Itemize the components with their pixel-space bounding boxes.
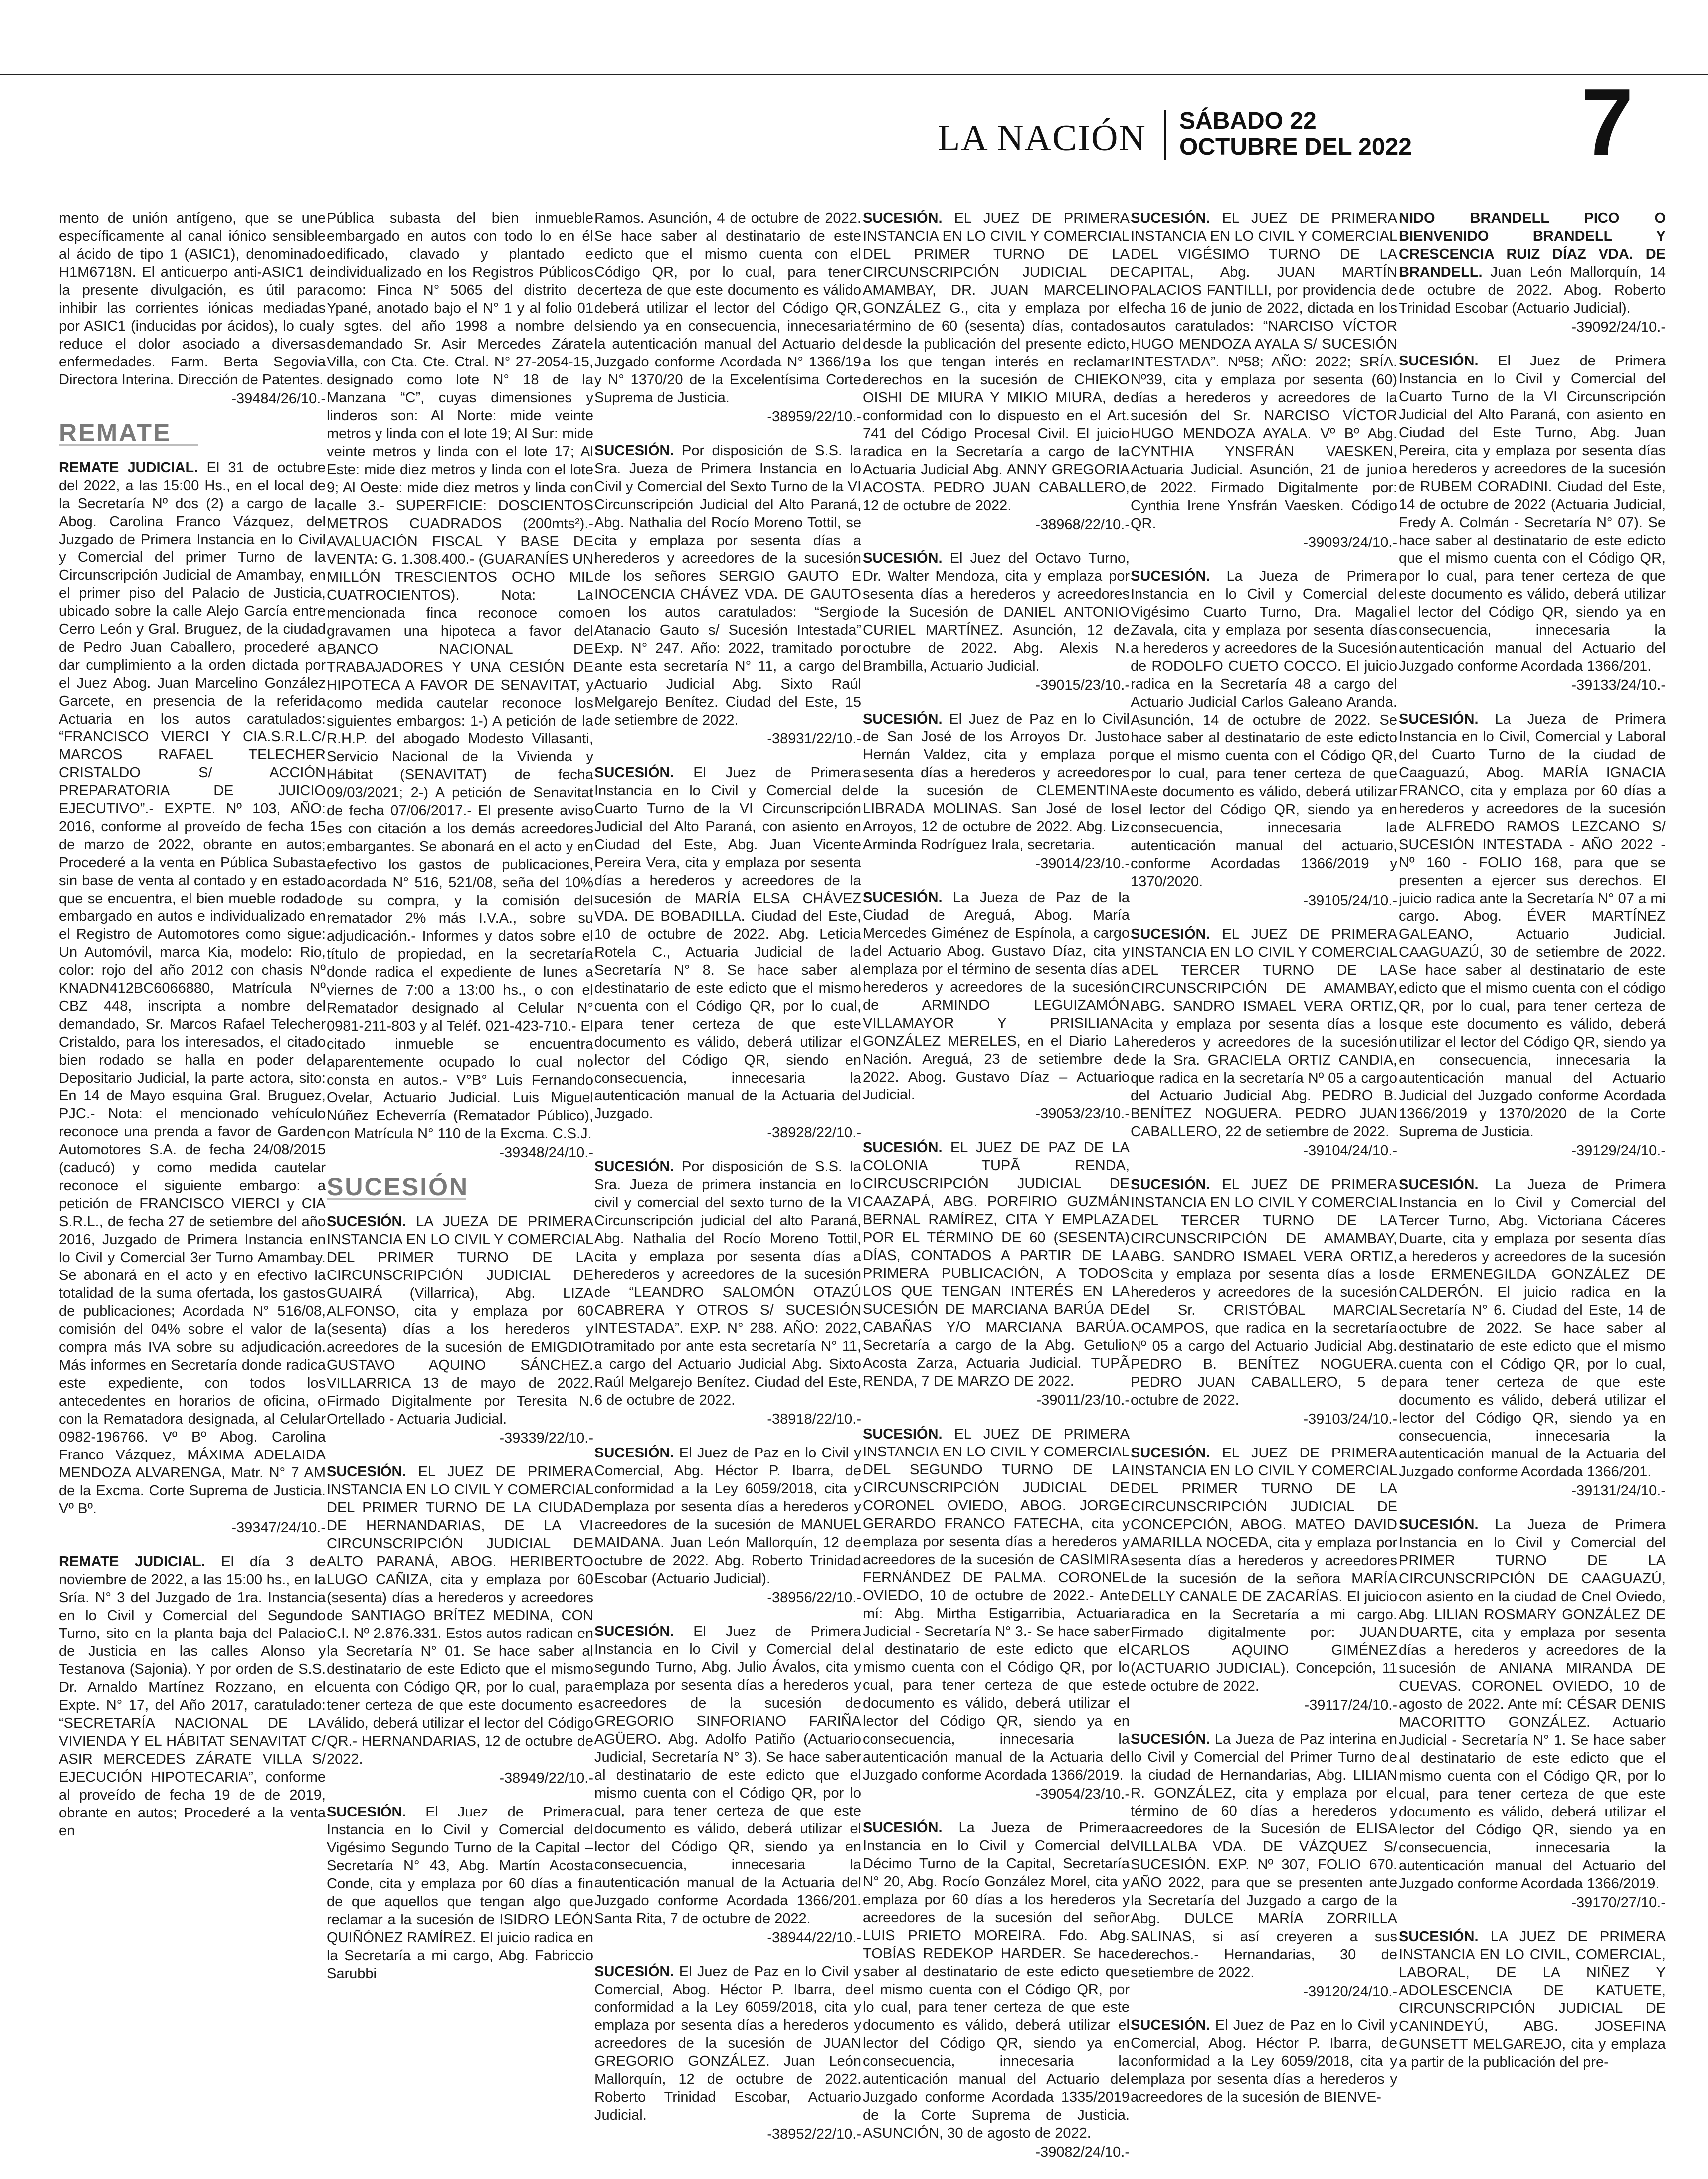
notice-reference: -39170/27/10.- [1571, 1895, 1666, 1911]
notice [594, 1963, 861, 2143]
notice-reference: -39011/23/10.- [1036, 1392, 1130, 1408]
notice-body: El Juez de Primera Instancia en lo Civil y Comercial del Cuarto Turno de la VI Circunscripción Judicial del Alto Paraná, con asiento en Ciudad del Este Turno, Abg. Juan Pereira, cita y emplaza por sesenta días a herederos y acreedores de la sucesión de RUBEM CORADINI. Ciudad del Este, 14 de octubre de 2022 (Actuaria Judicial, Fredy A. Colmán - Secretaría N° 07). Se hace saber al destinatario de este edicto que el mismo cuenta con el Código QR, por lo cual, para tener certeza de que este documento es válido, deberá utilizar el lector del Código QR, siendo ya en consecuencia, innecesaria la autenticación manual del Actuario del Juzgado conforme Acordada 1366/201. [1399, 353, 1666, 674]
notice [327, 1803, 593, 1983]
notice-reference: -39105/24/10.- [1303, 893, 1397, 908]
notice-lead: SUCESIÓN. [1131, 1731, 1210, 1747]
notice [863, 889, 1130, 1123]
notice [863, 1819, 1130, 2161]
notice-reference: -39053/23/10.- [1035, 1106, 1130, 1122]
notice-body: EL JUEZ DE PRIMERA INSTANCIA EN LO CIVIL Y COMERCIAL DEL SEGUNDO TURNO DE LA CIRCUNSCRIPCIÓN JUDICIAL DE CORONEL OVIEDO, ABOG. JORGE GERARDO FRANCO FATECHA, cita y emplaza por sesenta días a herederos y acreedores de la sucesión de CASIMIRA FERNÁNDEZ DE PALMA. CORONEL OVIEDO, 10 de octubre de 2022.- Ante mí: Abg. Mirtha Estigarribia, Actuaria Judicial - Secretaría N° 3.- Se hace saber al destinatario de este edicto que el mismo cuenta con el Código QR, por lo cual, para tener certeza de que este documento es válido, deberá utilizar el lector del Código QR, siendo ya en consecuencia, innecesaria la autenticación manual de la Actuaria del Juzgado conforme Acordada 1366/2019. [863, 1426, 1130, 1783]
notice-reference: -39484/26/10.- [231, 391, 326, 407]
notice-lead: SUCESIÓN. [863, 210, 943, 226]
notice [1399, 1176, 1666, 1500]
notice-lead: SUCESIÓN. [1131, 2017, 1210, 2033]
notice-lead: SUCESIÓN. [863, 711, 943, 727]
section-heading: REMATE [59, 424, 198, 446]
notice-body: La Jueza de Primera Instancia en lo Civil y Comercial del Vigésimo Cuarto Turno, Dra. Magali Zavala, cita y emplaza por sesenta días a herederos y acreedores de la Sucesión de RODOLFO CUETO COCCO. El juicio radica en la Secretaría 48 a cargo del Actuario Judicial Carlos Galeano Aranda. Asunción, 14 de octubre de 2022. Se hace saber al destinatario de este edicto que el mismo cuenta con el Código QR, por lo cual, para tener certeza de que este documento es válido, deberá utilizar el lector del Código QR, siendo ya en consecuencia, innecesaria la autenticación manual del actuario, conforme Acordadas 1366/2019 y 1370/2020. [1131, 568, 1397, 890]
column-6 [1399, 209, 1666, 2164]
notice-lead: SUCESIÓN. [1399, 1929, 1479, 1945]
notice-body: EL JUEZ DE PRIMERA INSTANCIA EN LO CIVIL Y COMERCIAL DEL TERCER TURNO DE LA CIRCUNSCRIPCIÓN DE AMAMBAY, ABG. SANDRO ISMAEL VERA ORTIZ, cita y emplaza por sesenta días a los herederos y acreedores de la sucesión de la Sra. GRACIELA ORTIZ CANDIA, que radica en la secretaría Nº 05 a cargo del Actuario Judicial Abg. PEDRO B. BENÍTEZ NOGUERA. PEDRO JUAN CABALLERO, 22 de setiembre de 2022. [1131, 926, 1397, 1140]
notice [59, 209, 326, 408]
notice-body: El Juez de Primera Instancia en lo Civil y Comercial del segundo Turno, Abg. Julio Ávalos, cita y emplaza por sesenta días a herederos y acreedores de la sucesión de GREGORIO SINFORIANO FARIÑA AGÜERO. Abg. Adolfo Patiño (Actuario Judicial, Secretaría N° 3). Se hace saber al destinatario de este edicto que el mismo cuenta con el Código QR, por lo cual, para tener certeza de que este documento es válido, deberá utilizar el lector del Código QR, siendo ya en consecuencia, innecesaria la autenticación manual de la Actuaria del Juzgado conforme Acordada 1366/201. Santa Rita, 7 de octubre de 2022. [594, 1624, 861, 1927]
notice [1131, 1444, 1397, 1714]
notice-body: El Juez de Primera Instancia en lo Civil y Comercial del Cuarto Turno de la VI Circunscripción Judicial del Alto Paraná, con asiento en Ciudad del Este, Abg. Juan Vicente Pereira Vera, cita y emplaza por sesenta días a herederos y acreedores de la sucesión de MARÍA ELSA CHÁVEZ VDA. DE BOBADILLA. Ciudad del Este, 10 de octubre de 2022. Abg. Leticia Rotela C., Actuaria Judicial de la Secretaría N° 8. Se hace saber al destinatario de este edicto que el mismo cuenta con el Código QR, por lo cual, para tener certeza de que este documento es válido, deberá utilizar el lector del Código QR, siendo en consecuencia, innecesaria la autenticación manual de la Actuaria del Juzgado. [594, 765, 861, 1122]
notice [594, 442, 861, 748]
notice-reference: -39082/24/10.- [1035, 2144, 1130, 2160]
notice-body: El día 3 de noviembre de 2022, a las 15:00 hs., en la Sría. N° 3 del Juzgado de 1ra. Instancia en lo Civil y Comercial del Segundo Turno, sito en la planta baja del Palacio de Justicia en las calles Alonso y Testanova (Sajonia). Y por orden de S.S. Dr. Arnaldo Martínez Rozzano, en el Expte. N° 17, del Año 2017, caratulado: “SECRETARÍA NACIONAL DE LA VIVIENDA Y EL HÁBITAT SENAVITAT C/ ASIR MERCEDES ZÁRATE VILLA S/ EJECUCIÓN HIPOTECARIA”, conforme al proveído de fecha 19 de de 2019, obrante en autos; Procederé a la venta en [59, 1554, 326, 1839]
notice-lead: SUCESIÓN. [594, 1624, 674, 1639]
notice-body: LA JUEZA DE PRIMERA INSTANCIA EN LO CIVIL Y COMERCIAL DEL PRIMER TURNO DE LA CIRCUNSCRIPCIÓN JUDICIAL DE GUAIRÁ (Villarrica), Abg. LIZA ALFONSO, cita y emplaza por 60 (sesenta) días a los herederos y acreedores de la sucesión de EMIGDIO GUSTAVO AQUINO SÁNCHEZ. VILLARRICA 13 de mayo de 2022. Firmado Digitalmente por Teresita N. Ortellado - Actuaria Judicial. [327, 1214, 593, 1427]
notice [1131, 2016, 1397, 2106]
issue-date-month: OCTUBRE DEL 2022 [1179, 134, 1412, 160]
notice-reference: -39015/23/10.- [1035, 677, 1130, 693]
masthead-divider [1164, 110, 1166, 160]
notice-reference: -39339/22/10.- [499, 1430, 593, 1446]
notice-lead: SUCESIÓN. [863, 890, 943, 906]
notice-reference: -38928/22/10.- [767, 1125, 861, 1141]
notice-lead: SUCESIÓN. [1131, 1445, 1210, 1461]
notice-body: El Juez de Paz en lo Civil y Comercial, Abog. Héctor P. Ibarra, de conformidad a la Ley 6059/2018, cita y emplaza por sesenta días a herederos y acreedores de la sucesión de JUAN GREGORIO GONZÁLEZ. Juan León Mallorquín, 12 de octubre de 2022. Roberto Trinidad Escobar, Actuario Judicial. [594, 1964, 861, 2123]
notice-reference: -39092/24/10.- [1571, 319, 1666, 335]
notice-lead: SUCESIÓN. [863, 550, 943, 566]
page-number: 7 [1581, 69, 1634, 175]
notice-reference: -38959/22/10.- [767, 409, 861, 425]
column-4 [863, 209, 1130, 2164]
notice-body: mento de unión antígeno, que se une específicamente al canal iónico sensible al ácido de tipo 1 (ASIC1), denominado H1M6718N. El anticuerpo anti-ASIC1 de la presente divulgación, es útil para inhibir las corrientes iónicas mediadas por ASIC1 (inducidas por ácidos), lo cual reduce el dolor asociado a diversas enfermedades. Farm. Berta Segovia Directora Interina. Dirección de Patentes. [59, 210, 326, 388]
notice-reference: -38944/22/10.- [767, 1930, 861, 1946]
notice-lead: SUCESIÓN. [327, 1464, 406, 1480]
notice-body: La Jueza de Paz de la Ciudad de Areguá, Abog. María Mercedes Giménez de Espínola, a cargo del Actuario Abog. Gustavo Díaz, cita y emplaza por el término de sesenta días a herederos y acreedores de la sucesión de ARMINDO LEGUIZAMÓN VILLAMAYOR Y PRISILIANA GONZÁLEZ MERELES, en el Diario La Nación. Areguá, 23 de setiembre de 2022. Abog. Gustavo Díaz – Actuario Judicial. [863, 890, 1130, 1103]
notice [1131, 1176, 1397, 1428]
notice-lead: REMATE JUDICIAL. [59, 1554, 205, 1570]
notice-body: Pública subasta del bien inmueble embargado en autos con todo lo en él edificado, clavado y plantado e individualizado en los Registros Públicos como: Finca N° 5065 del distrito de Ypané, anotado bajo el N° 1 y al folio 01 y sgtes. del año 1998 a nombre del demandado Sr. Asir Mercedes Zárate Villa, con Cta. Cte. Ctral. N° 27-2054-15, designado como lote N° 18 de la Manzana “C”, cuyas dimensiones y linderos son: Al Norte: mide veinte metros y linda con el lote 19; Al Sur: mide veinte metros y linda con el lote 17; Al Este: mide diez metros y linda con el lote 9; Al Oeste: mide diez metros y linda con calle 3.- SUPERFICIE: DOSCIENTOS METROS CUADRADOS (200mts²).- AVALUACIÓN FISCAL Y BASE DE VENTA: G. 1.308.400.- (GUARANÍES UN MILLÓN TRESCIENTOS OCHO MIL CUATROCIENTOS). Nota: La mencionada finca reconoce como gravamen una hipoteca a favor del BANCO NACIONAL DE TRABAJADORES Y UNA CESIÓN DE HIPOTECA A FAVOR DE SENAVITAT, y como medida cautelar reconoce los siguientes embargos: 1-) A petición de la R.H.P. del abogado Modesto Villasanti, Servicio Nacional de la Vivienda y Hábitat (SENAVITAT) de fecha 09/03/2021; 2-) A petición de Senavitat de fecha 07/06/2017.- El presente aviso es con citación a los demás acreedores embargantes. Se abonará en el acto y en efectivo los gastos de publicaciones, acordada N° 516, 521/08, seña del 10% de su compra, y la comisión del rematador 2% más I.V.A., sobre su adjudicación.- Informes y datos sobre el título de propiedad, en la secretaría donde radica el expediente de lunes a viernes de 7:00 a 13:00 hs., o con el Rematador designado al Celular N° 0981-211-803 y al Teléf. 021-423-710.- El citado inmueble se encuentra aparentemente ocupado lo cual no consta en autos.- V°B° Luis Fernando Ovelar, Actuario Judicial. Luis Miguel Núñez Echeverría (Rematador Público), con Matrícula N° 110 de la Excma. C.S.J. [327, 210, 593, 1142]
notice-body: EL JUEZ DE PRIMERA INSTANCIA EN LO CIVIL Y COMERCIAL DEL PRIMER TURNO DE LA CIRCUNSCRIPCIÓN JUDICIAL DE CONCEPCIÓN, ABOG. MATEO DAVID AMARILLA NOCEDA, cita y emplaza por sesenta días a herederos y acreedores de la sucesión de la señora MARÍA DELLY CANALE DE ZACARÍAS. El juicio radica en la Secretaría a mi cargo. Firmado digitalmente por: JUAN CARLOS AQUINO GIMÉNEZ (ACTUARIO JUDICIAL). Concepción, 11 de octubre de 2022. [1131, 1445, 1397, 1694]
notice-lead: SUCESIÓN. [863, 1140, 943, 1156]
notice [863, 1139, 1130, 1409]
notice-body: EL JUEZ DE PRIMERA INSTANCIA EN LO CIVIL Y COMERCIAL DEL VIGÉSIMO TURNO DE LA CAPITAL, Abg. JUAN MARTÍN PALACIOS FANTILLI, por providencia de fecha 16 de junio de 2022, dictada en los autos caratulados: “NARCISO VÍCTOR HUGO MENDOZA AYALA S/ SUCESIÓN INTESTADA”. Nº58; AÑO: 2022; SRÍA. Nº39, cita y emplaza por sesenta (60) días a herederos y acreedores de la sucesión del Sr. NARCISO VÍCTOR HUGO MENDOZA AYALA. Vº Bº Abg. CYNTHIA YNSFRÁN VAESKEN, Actuaria Judicial. Asunción, 21 de junio de 2022. Firmado Digitalmente por: Cynthia Irene Ynsfrán Vaesken. Código QR. [1131, 210, 1397, 532]
notice-reference: -38918/22/10.- [767, 1411, 861, 1427]
masthead [938, 107, 1646, 162]
notice-reference: -39129/24/10.- [1571, 1143, 1666, 1159]
notice-body: EL JUEZ DE PRIMERA INSTANCIA EN LO CIVIL Y COMERCIAL DEL PRIMER TURNO DE LA CIUDAD DE HERNANDARIAS, DE LA VI CIRCUNSCRIPCIÓN JUDICIAL DE ALTO PARANÁ, ABOG. HERIBERTO LUGO CAÑIZA, cita y emplaza por 60 (sesenta) días a herederos y acreedores de SANTIAGO BRÍTEZ MEDINA, CON C.I. Nº 2.876.331. Estos autos radican en la Secretaría N° 01. Se hace saber al destinatario de este Edicto que el mismo cuenta con Código QR, por lo cual, para tener certeza de que este documento es válido, deberá utilizar el lector del Código QR.- HERNANDARIAS, 12 de octubre de 2022. [327, 1464, 593, 1767]
newspaper-logo: LA NACIÓN [938, 118, 1146, 159]
notice-lead: SUCESIÓN. [594, 1964, 674, 1980]
notice-body: Por disposición de S.S. la Sra. Jueza de Primera Instancia en lo Civil y Comercial del Sexto Turno de la VI Circunscripción Judicial del Alto Paraná, Abg. Nathalia del Rocío Moreno Tottil, se cita y emplaza por sesenta días a herederos y acreedores de la sucesión de los señores SERGIO GAUTO E INOCENCIA CHÁVEZ VDA. DE GAUTO en los autos caratulados: “Sergio Atanacio Gauto s/ Sucesión Intestada” Exp. N° 247. Año: 2022, tramitado por ante esta secretaría N° 11, a cargo del Actuario Judicial Abg. Sixto Raúl Melgarejo Benítez. Ciudad del Este, 15 de setiembre de 2022. [594, 443, 861, 728]
notice-body: La Jueza de Primera Instancia en lo Civil y Comercial del Tercer Turno, Abg. Victoriana Cáceres Duarte, cita y emplaza por sesenta días a herederos y acreedores de la sucesión de ERMENEGILDA GONZÁLEZ DE CALDERÓN. El juicio radica en la Secretaría N° 6. Ciudad del Este, 14 de octubre de 2022. Se hace saber al destinatario de este edicto que el mismo cuenta con el Código QR, por lo cual, para tener certeza de que este documento es válido, deberá utilizar el lector del Código QR, siendo ya en consecuencia, innecesaria la autenticación manual de la Actuaria del Juzgado conforme Acordada 1366/201. [1399, 1177, 1666, 1480]
notice-reference: -39104/24/10.- [1303, 1143, 1397, 1159]
notice-lead: SUCESIÓN. [1399, 711, 1479, 727]
notice-reference: -39347/24/10.- [231, 1520, 326, 1536]
notice [594, 1444, 861, 1607]
notice-lead: SUCESIÓN. [1131, 210, 1210, 226]
notice-reference: -39133/24/10.- [1571, 677, 1666, 693]
notice [863, 549, 1130, 694]
notice-body: LA JUEZ DE PRIMERA INSTANCIA EN LO CIVIL, COMERCIAL, LABORAL, DE LA NIÑEZ Y ADOLESCENCIA DE KATUETE, CIRCUNSCRIPCIÓN JUDICIAL DE CANINDEYÚ, ABG. JOSEFINA GUNSETT MELGAREJO, cita y emplaza a partir de la publicación del pre- [1399, 1929, 1666, 2070]
notice [1131, 925, 1397, 1160]
notice-lead: SUCESIÓN. [327, 1804, 406, 1820]
notice-reference: -39120/24/10.- [1303, 1984, 1397, 1999]
notice-body: La Jueza de Primera Instancia en lo Civil y Comercial del Décimo Turno de la Capital, Secretaría N° 20, Abg. Rocío González Morel, cita y emplaza por 60 días a los herederos y acreedores de la sucesión del señor LUIS PRIETO MOREIRA. Fdo. Abg. TOBÍAS REDEKOP HARDER. Se hace saber al destinatario de este edicto que el mismo cuenta con el Código QR, por lo cual, para tener certeza de que este documento es válido, deberá utilizar el lector del Código QR, siendo ya en consecuencia, innecesaria la autenticación manual del Actuario del Juzgado conforme Acordada 1335/2019 de la Corte Suprema de Justicia. ASUNCIÓN, 30 de agosto de 2022. [863, 1820, 1130, 2141]
notice-lead: SUCESIÓN. [594, 1159, 674, 1175]
notice [594, 1158, 861, 1428]
section-heading: SUCESIÓN [327, 1173, 469, 1201]
top-rule [0, 74, 1708, 75]
notice-lead: SUCESIÓN. [1131, 568, 1210, 584]
column-1 [59, 209, 326, 2164]
notice-body: Ramos. Asunción, 4 de octubre de 2022. Se hace saber al destinatario de este edicto que el mismo cuenta con el Código QR, por lo cual, para tener certeza de que este documento es válido deberá utilizar el lector del Código QR, siendo ya en consecuencia, innecesaria la autenticación manual del Actuario del Juzgado conforme Acordada N° 1366/19 y N° 1370/20 de la Excelentísima Corte Suprema de Justicia. [594, 210, 861, 406]
notice-body: La Jueza de Primera Instancia en lo Civil y Comercial del PRIMER TURNO DE LA CIRCUNSCRIPCIÓN DE CAAGUAZÚ, con asiento en la ciudad de Cnel Oviedo, Abg. LILIAN ROSMARY GONZÁLEZ DE DUARTE, cita y emplaza por sesenta días a herederos y acreedores de la sucesión de ANIANA MIRANDA DE CUEVAS. CORONEL OVIEDO, 10 de agosto de 2022. Ante mí: CÉSAR DENIS MACORITTO GONZÁLEZ. Actuario Judicial - Secretaría N° 1. Se hace saber al destinatario de este edicto que el mismo cuenta con el Código QR, por lo cual, para tener certeza de que este documento es válido, deberá utilizar el lector del Código QR, siendo ya en consecuencia, innecesaria la autenticación manual del Actuario del Juzgado conforme Acordada 1366/2019. [1399, 1517, 1666, 1892]
notice [59, 459, 326, 1537]
notice-body: El Juez de Paz en lo Civil y Comercial, Abog. Héctor P. Ibarra, de conformidad a la Ley 6059/2018, cita y emplaza por sesenta días a herederos y acreedores de la sucesión de BIENVE- [1131, 2017, 1397, 2105]
notice-lead: SUCESIÓN. [1131, 1177, 1210, 1193]
notice [1399, 710, 1666, 1160]
notice-body: La Jueza de Primera Instancia en lo Civil, Comercial y Laboral del Cuarto Turno de la ciudad de Caaguazú, Abog. MARÍA IGNACIA FRANCO, cita y emplaza por 60 días a herederos y acreedores de la sucesión de ALFREDO RAMOS LEZCANO S/ SUCESIÓN INTESTADA - AÑO 2022 - Nº 160 - FOLIO 168, para que se presenten a ejercer sus derechos. El juicio radica ante la Secretaría N° 07 a mi cargo. Abog. ÉVER MARTÍNEZ GALEANO, Actuario Judicial. CAAGUAZÚ, 30 de setiembre de 2022. Se hace saber al destinatario de este edicto que el mismo cuenta con el código QR, por lo cual, para tener certeza de que este documento es válido, deberá utilizar el lector del Código QR, siendo ya en consecuencia, innecesaria la autenticación manual del Actuario Judicial del Juzgado conforme Acordada 1366/2019 y 1370/2020 de la Corte Suprema de Justicia. [1399, 711, 1666, 1140]
notice [863, 209, 1130, 534]
notice [59, 1553, 326, 1840]
notice [1131, 1730, 1397, 2000]
notice-body: El Juez del Octavo Turno, Dr. Walter Mendoza, cita y emplaza por sesenta días a herederos y acreedores de la Sucesión de DANIEL ANTONIO CURIEL MARTÍNEZ. Asunción, 12 de octubre de 2022. Abg. Alexis N. Brambilla, Actuario Judicial. [863, 550, 1130, 674]
notice-lead: SUCESIÓN. [594, 1445, 674, 1461]
column-3 [594, 209, 861, 2164]
notice-lead: SUCESIÓN. [594, 765, 674, 781]
notice-reference: -39014/23/10.- [1035, 856, 1130, 872]
notice-lead: SUCESIÓN. [863, 1426, 943, 1442]
notice-reference: -39117/24/10.- [1304, 1697, 1397, 1713]
notice [1399, 1516, 1666, 1912]
notice-body: EL JUEZ DE PAZ DE LA COLONIA TUPÃ RENDA, CIRCUSCRIPCIÓN JUDICIAL DE CAAZAPÁ, ABG. PORFIRIO GUZMÁN BERNAL RAMÍREZ, CITA Y EMPLAZA POR EL TÉRMINO DE 60 (SESENTA) DÍAS, CONTADOS A PARTIR DE LA PRIMERA PUBLICACIÓN, A TODOS LOS QUE TENGAN INTERÉS EN LA SUCESIÓN DE MARCIANA BARÚA DE CABAÑAS Y/O MARCIANA BARÚA. Secretaría a cargo de la Abg. Getulio Acosta Zarza, Actuaria Judicial. TUPÃ RENDA, 7 DE MARZO DE 2022. [863, 1140, 1130, 1389]
notice [863, 1425, 1130, 1803]
notice-lead: NIDO BRANDELL PICO O BIENVENIDO BRANDELL Y CRESCENCIA RUIZ DÍAZ VDA. DE BRANDELL. [1399, 210, 1666, 280]
notice-reference: -39093/24/10.- [1303, 535, 1397, 550]
notice [327, 1213, 593, 1447]
notice-reference: -38952/22/10.- [767, 2126, 861, 2142]
notice [327, 209, 593, 1162]
notice-lead: SUCESIÓN. [594, 443, 674, 459]
notice-lead: REMATE JUDICIAL. [59, 460, 198, 476]
notice-reference: -38949/22/10.- [499, 1770, 593, 1786]
notice-lead: SUCESIÓN. [863, 1820, 943, 1836]
notice-body: Por disposición de S.S. la Sra. Jueza de primera instancia en lo civil y comercial del sexto turno de la VI Circunscripción judicial del alto Paraná, Abg. Nathalia del Rocío Moreno Tottil, cita y emplaza por sesenta días a herederos y acreedores de la sucesión de “LEANDRO SALOMÓN OTAZÚ CABRERA Y OTROS S/ SUCESIÓN INTESTADA”. EXP. N° 288. AÑO: 2022, tramitado por ante esta secretaría N° 11, a cargo del Actuario Judicial Abg. Sixto Raúl Melgarejo Benítez. Ciudad del Este, 6 de octubre de 2022. [594, 1159, 861, 1408]
notice-lead: SUCESIÓN. [1131, 926, 1210, 942]
notice-body: La Jueza de Paz interina en lo Civil y Comercial del Primer Turno de la ciudad de Hernandarias, Abg. LILIAN R. GONZÁLEZ, cita y emplaza por el término de 60 días a herederos y acreedores de la Sucesión de ELISA VILLALBA VDA. DE VÁZQUEZ S/ SUCESIÓN. EXP. Nº 307, FOLIO 670. AÑO 2022, para que se presenten ante la Secretaría del Juzgado a cargo de la Abg. DULCE MARÍA ZORRILLA SALINAS, si así creyeren a sus derechos.- Hernandarias, 30 de setiembre de 2022. [1131, 1731, 1397, 1981]
notice [1399, 209, 1666, 336]
notice-lead: SUCESIÓN. [1399, 1177, 1479, 1193]
notice [863, 710, 1130, 873]
notice-reference: -38968/22/10.- [1035, 517, 1130, 533]
notice-lead: SUCESIÓN. [327, 1214, 406, 1230]
issue-date-day: SÁBADO 22 [1179, 108, 1317, 134]
notice-reference: -39054/23/10.- [1035, 1786, 1130, 1802]
notice-body: El Juez de Paz en lo Civil de San José de los Arroyos Dr. Justo Hernán Valdez, cita y emplaza por sesenta días a herederos y acreedores de la sucesión de CLEMENTINA LIBRADA MOLINAS. San José de los Arroyos, 12 de octubre de 2022. Abg. Liz Arminda Rodríguez Irala, secretaria. [863, 711, 1130, 853]
notice-reference: -38931/22/10.- [767, 731, 861, 747]
notice-reference: -38956/22/10.- [767, 1590, 861, 1606]
notice [1399, 1928, 1666, 2071]
issue-date [1179, 108, 1412, 160]
notice-body: El 31 de octubre del 2022, a las 15:00 Hs., en el local de la Secretaría Nº dos (2) a cargo de la Abog. Carolina Franco Vázquez, del Juzgado de Primera Instancia en lo Civil y Comercial del primer Turno de la Circunscripción Judicial de Amambay, en el primer piso del Palacio de Justicia, ubicado sobre la calle Alejo García entre Cerro León y Gral. Bruguez, de la ciudad de Pedro Juan Caballero, procederé a dar cumplimiento a la orden dictada por el Juez Abog. Juan Marcelino González Garcete, en presencia de la referida Actuaria en los autos caratulados: “FRANCISCO VIERCI Y CIA.S.R.L.C/ MARCOS RAFAEL TELECHER CRISTALDO S/ ACCIÓN PREPARATORIA DE JUICIO EJECUTIVO”.- EXPTE. Nº 103, AÑO: 2016, conforme al proveído de fecha 15 de marzo de 2022, obrante en autos; Procederé a la venta en Pública Subasta sin base de venta al contado y en estado que se encuentra, el bien mueble rodado embargado en autos e individualizado en el Registro de Automotores como sigue: Un Automóvil, marca Kia, modelo: Rio, color: rojo del año 2012 con chasis Nº KNADN412BC6066880, Matrícula Nº CBZ 448, inscripta a nombre del demandado, Sr. Marcos Rafael Telecher Cristaldo, para los interesados, el citado bien rodado se halla en poder del Depositario Judicial, la parte actora, sito: En 14 de Mayo esquina Gral. Bruguez, PJC.- Nota: el mencionado vehículo reconoce una prenda a favor de Garden Automotores S.A. de fecha 24/08/2015 (caducó) y como medida cautelar reconoce el siguiente embargo: a petición de FRANCISCO VIERCI y CIA S.R.L., de fecha 27 de setiembre del año 2016, Juzgado de Primera Instancia en lo Civil y Comercial 3er Turno Amambay. Se abonará en el acto y en efectivo la totalidad de la suma ofertada, los gastos de publicaciones; Acordada N° 516/08, comisión del 04% sobre el valor de la compra más IVA sobre su adjudicación. Más informes en Secretaría donde radica este expediente, con todos los antecedentes en horarios de oficina, o con la Rematadora designada, al Celular 0982-196766. Vº Bº Abog. Carolina Franco Vázquez, MÁXIMA ADELAIDA MENDOZA ALVARENGA, Matr. N° 7 AM de la Excma. Corte Suprema de Justicia. Vº Bº. [59, 460, 326, 1517]
notice-body: El Juez de Paz en lo Civil y Comercial, Abg. Héctor P. Ibarra, de conformidad a la Ley 6059/2018, cita y emplaza por sesenta días a herederos y acreedores de la sucesión de MANUEL MAIDANA. Juan León Mallorquín, 12 de octubre de 2022. Abg. Roberto Trinidad Escobar (Actuario Judicial). [594, 1445, 861, 1587]
column-2 [327, 209, 593, 2164]
notice-body: El Juez de Primera Instancia en lo Civil y Comercial del Vigésimo Segundo Turno de la Capital – Secretaría N° 43, Abg. Martín Acosta Conde, cita y emplaza por 60 días a fin de que aquellos que tengan algo que reclamar a la sucesión de ISIDRO LEÓN QUIÑÓNEZ RAMÍREZ. El juicio radica en la Secretaría a mi cargo, Abg. Fabriccio Sarubbi [327, 1804, 593, 1982]
notice-reference: -39103/24/10.- [1303, 1411, 1397, 1427]
notice [1131, 567, 1397, 909]
notice-reference: -39348/24/10.- [499, 1145, 593, 1161]
notice [594, 209, 861, 426]
notice [594, 764, 861, 1142]
notice-body: EL JUEZ DE PRIMERA INSTANCIA EN LO CIVIL Y COMERCIAL DEL PRIMER TURNO DE LA CIRCUNSCRIPCIÓN JUDICIAL DE AMAMBAY, DR. JUAN MARCELINO GONZÁLEZ G., cita y emplaza por el término de 60 (sesenta) días, contados desde la publicación del presente edicto, a los que tengan interés en reclamar derechos en la sucesión de CHIEKO OISHI DE MIURA Y MIKIO MIURA, de conformidad con lo dispuesto en el Art. 741 del Código Procesal Civil. El juicio radica en la Secretaría a cargo de la Actuaria Judicial Abg. ANNY GREGORIA ACOSTA. PEDRO JUAN CABALLERO, 12 de octubre de 2022. [863, 210, 1130, 514]
notice-body: Juan León Mallorquín, 14 de octubre de 2022. Abog. Roberto Trinidad Escobar (Actuario Judicial). [1399, 264, 1666, 316]
notice [1399, 352, 1666, 694]
notice-body: EL JUEZ DE PRIMERA INSTANCIA EN LO CIVIL Y COMERCIAL DEL TERCER TURNO DE LA CIRCUNSCRIPCIÓN DE AMAMBAY, ABG. SANDRO ISMAEL VERA ORTIZ, cita y emplaza por sesenta días a los herederos y acreedores de la sucesión del Sr. CRISTÓBAL MARCIAL OCAMPOS, que radica en la secretaría Nº 05 a cargo del Actuario Judicial Abg. PEDRO B. BENÍTEZ NOGUERA. PEDRO JUAN CABALLERO, 5 de octubre de 2022. [1131, 1177, 1397, 1408]
column-5 [1131, 209, 1397, 2164]
notice [594, 1623, 861, 1947]
notice-lead: SUCESIÓN. [1399, 1517, 1479, 1533]
notice [1131, 209, 1397, 551]
notice [327, 1463, 593, 1787]
notice-reference: -39131/24/10.- [1571, 1483, 1666, 1499]
notice-lead: SUCESIÓN. [1399, 353, 1479, 369]
